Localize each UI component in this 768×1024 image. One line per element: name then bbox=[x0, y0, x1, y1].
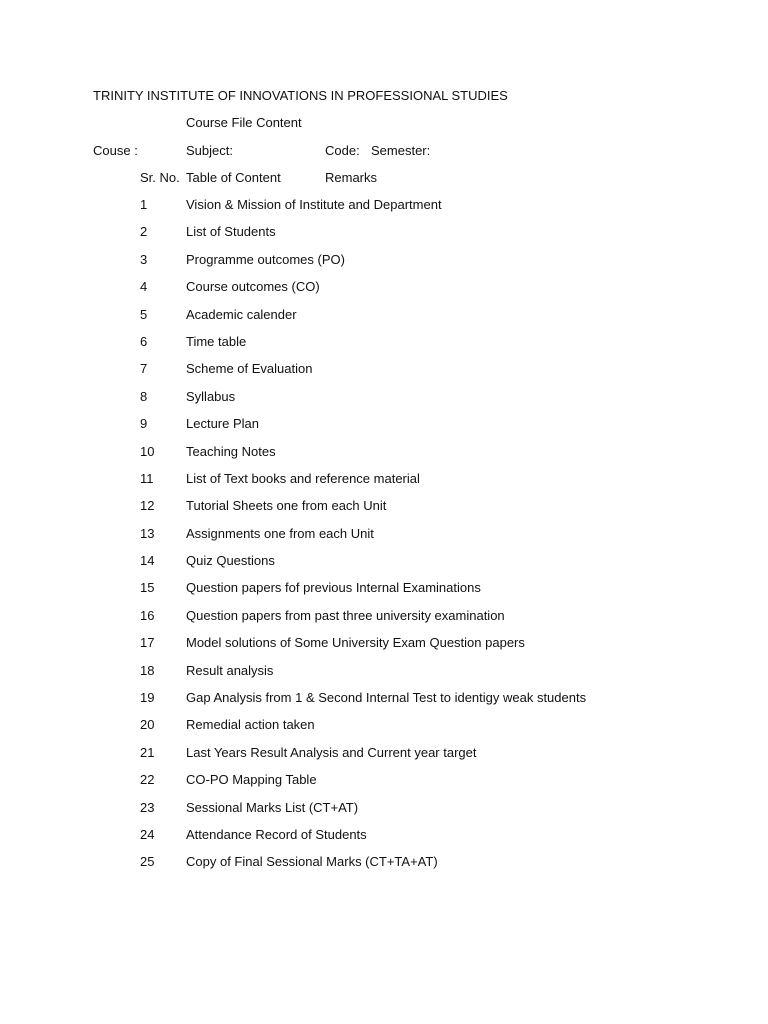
item-number: 9 bbox=[140, 416, 148, 432]
item-text: Question papers from past three university examination bbox=[186, 607, 505, 623]
course-label: Couse : bbox=[93, 143, 138, 158]
item-text: List of Students bbox=[186, 224, 276, 240]
item-number: 22 bbox=[140, 772, 155, 788]
item-number: 24 bbox=[140, 826, 155, 842]
list-item bbox=[0, 361, 768, 388]
list-item bbox=[0, 224, 768, 251]
item-text: Sessional Marks List (CT+AT) bbox=[186, 799, 359, 815]
item-text: Result analysis bbox=[186, 662, 274, 678]
institute-heading: TRINITY INSTITUTE OF INNOVATIONS IN PROFESSIONAL STUDIES bbox=[93, 88, 508, 103]
list-item bbox=[0, 827, 768, 854]
item-number: 20 bbox=[140, 717, 155, 733]
list-item bbox=[0, 690, 768, 717]
item-number: 17 bbox=[140, 635, 155, 651]
column-header-remarks: Remarks bbox=[325, 170, 378, 185]
item-number: 12 bbox=[140, 498, 155, 514]
item-text: Last Years Result Analysis and Current year target bbox=[186, 744, 477, 760]
item-number: 2 bbox=[140, 224, 148, 240]
item-text: Attendance Record of Students bbox=[186, 826, 367, 842]
item-text: Syllabus bbox=[186, 388, 236, 404]
list-item bbox=[0, 526, 768, 553]
item-text: Question papers fof previous Internal Examinations bbox=[186, 580, 481, 596]
list-item bbox=[0, 717, 768, 744]
list-item bbox=[0, 279, 768, 306]
item-text: Model solutions of Some University Exam Question papers bbox=[186, 635, 525, 651]
list-item bbox=[0, 745, 768, 772]
item-number: 16 bbox=[140, 607, 155, 623]
item-text: Time table bbox=[186, 333, 247, 349]
item-text: Programme outcomes (PO) bbox=[186, 251, 345, 267]
list-item bbox=[0, 389, 768, 416]
item-text: Remedial action taken bbox=[186, 717, 315, 733]
code-label: Code: bbox=[325, 143, 360, 158]
item-text: Vision & Mission of Institute and Department bbox=[186, 197, 442, 212]
item-text: Tutorial Sheets one from each Unit bbox=[186, 498, 387, 514]
item-number: 15 bbox=[140, 580, 155, 596]
item-text: Academic calender bbox=[186, 306, 297, 322]
item-text: Copy of Final Sessional Marks (CT+TA+AT) bbox=[186, 854, 438, 870]
item-number: 4 bbox=[140, 279, 148, 295]
item-number: 23 bbox=[140, 799, 155, 815]
document-subtitle: Course File Content bbox=[186, 115, 302, 130]
item-number: 3 bbox=[140, 251, 148, 267]
item-number: 6 bbox=[140, 333, 148, 349]
item-number: 14 bbox=[140, 553, 155, 569]
list-item bbox=[0, 498, 768, 525]
list-item bbox=[0, 800, 768, 827]
item-number: 5 bbox=[140, 306, 148, 322]
item-text: Assignments one from each Unit bbox=[186, 525, 374, 541]
item-number: 8 bbox=[140, 388, 148, 404]
item-number: 10 bbox=[140, 443, 155, 459]
item-number: 11 bbox=[140, 470, 154, 486]
list-item bbox=[0, 334, 768, 361]
item-number: 21 bbox=[140, 744, 155, 760]
list-item bbox=[0, 197, 768, 224]
item-text: Gap Analysis from 1 & Second Internal Test to identigy weak students bbox=[186, 690, 587, 706]
list-item bbox=[0, 635, 768, 662]
item-number: 18 bbox=[140, 662, 155, 678]
list-item bbox=[0, 772, 768, 799]
item-text: CO-PO Mapping Table bbox=[186, 772, 317, 788]
item-text: Scheme of Evaluation bbox=[186, 361, 313, 377]
list-item bbox=[0, 471, 768, 498]
content-list bbox=[0, 197, 768, 882]
item-number: 25 bbox=[140, 854, 155, 870]
item-text: Course outcomes (CO) bbox=[186, 279, 320, 295]
list-item bbox=[0, 553, 768, 580]
list-item bbox=[0, 416, 768, 443]
list-item bbox=[0, 252, 768, 279]
item-text: List of Text books and reference material bbox=[186, 470, 420, 486]
list-item bbox=[0, 854, 768, 881]
list-item bbox=[0, 580, 768, 607]
list-item bbox=[0, 608, 768, 635]
item-number: 19 bbox=[140, 690, 155, 706]
column-header-table-of-content: Table of Content bbox=[186, 170, 281, 185]
item-number: 13 bbox=[140, 525, 155, 541]
list-item bbox=[0, 444, 768, 471]
semester-label: Semester: bbox=[371, 143, 431, 158]
item-text: Teaching Notes bbox=[186, 443, 276, 459]
item-text: Lecture Plan bbox=[186, 416, 259, 432]
list-item bbox=[0, 663, 768, 690]
column-header-sr-no: Sr. No. bbox=[140, 170, 180, 185]
item-number: 1 bbox=[140, 197, 148, 212]
item-number: 7 bbox=[140, 361, 148, 377]
item-text: Quiz Questions bbox=[186, 553, 275, 569]
subject-label: Subject: bbox=[186, 143, 233, 158]
list-item bbox=[0, 307, 768, 334]
